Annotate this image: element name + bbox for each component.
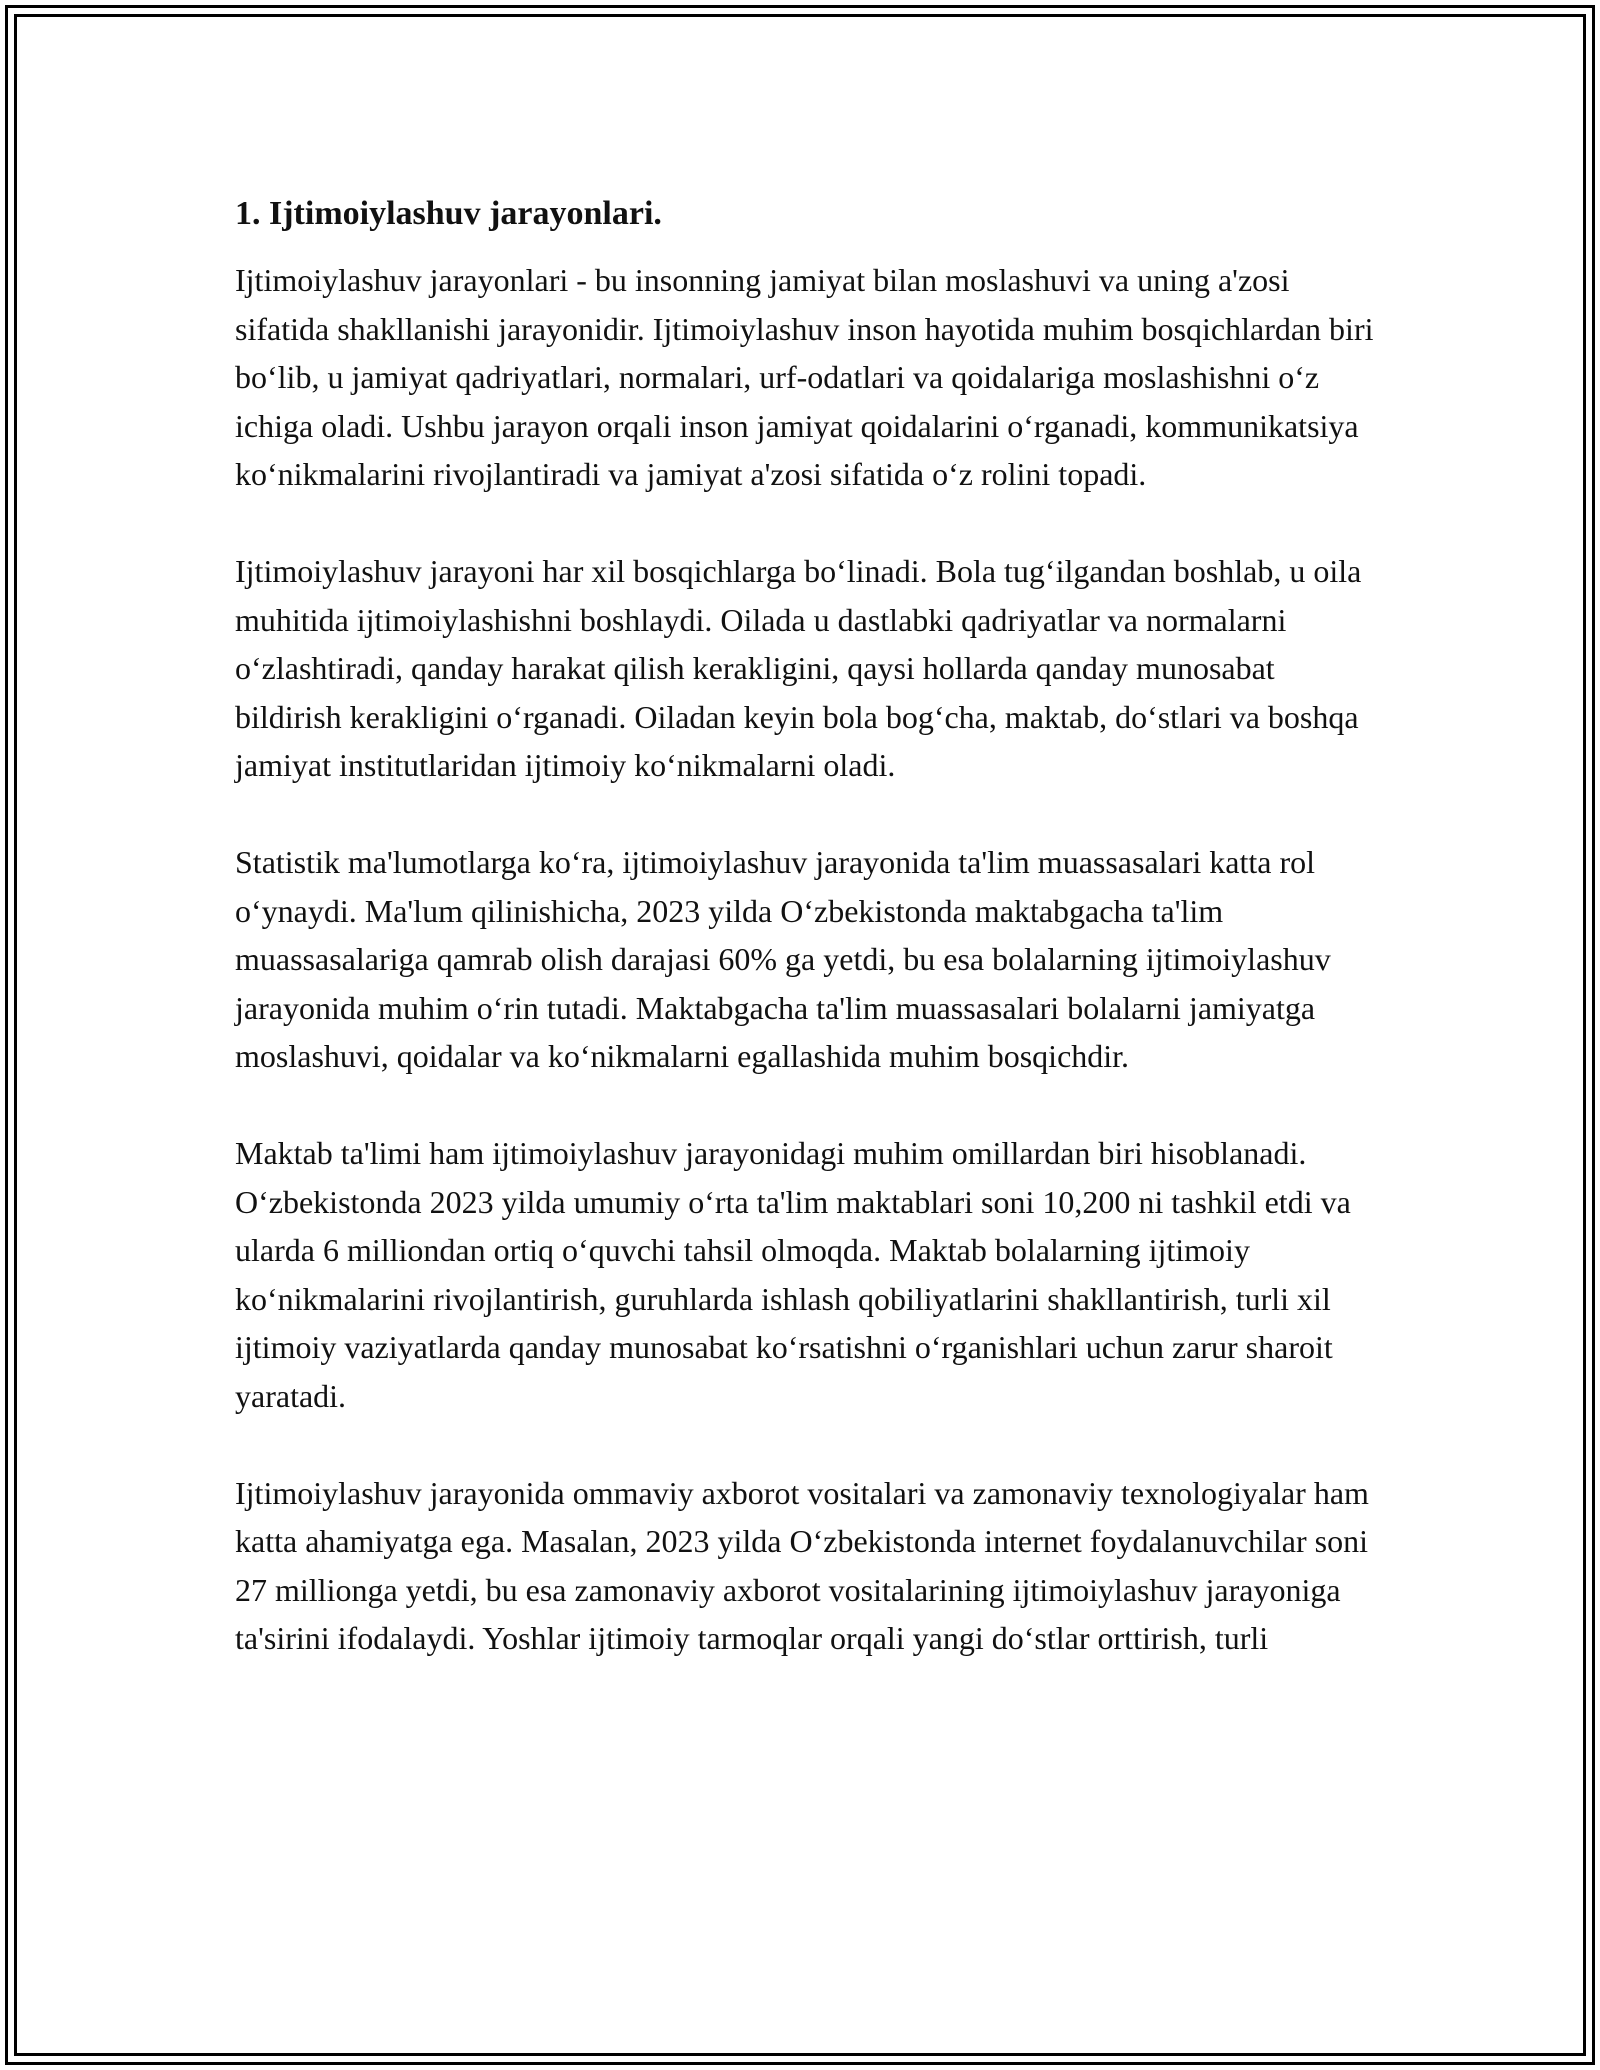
paragraph-3: Statistik ma'lumotlarga ko‘ra, ijtimoiylashuv jarayonida ta'lim muassasalari katta rol o‘ynaydi. Ma'lum qilinishicha, 2023 yilda O‘zbekistonda maktabgacha ta'lim muassasalariga qamrab olish darajasi 60% ga yetdi, bu esa bolalarning ijtimoiylashuv jarayonida muhim o‘rin tutadi. Maktabgacha ta'lim muassasalari bolalarni jamiyatga moslashuvi, qoidalar va ko‘nikmalarni egallashida muhim bosqichdir. xyxy=(235,844,1331,1074)
section-heading: 1. Ijtimoiylashuv jarayonlari. xyxy=(235,195,662,232)
document-body xyxy=(235,190,1375,1711)
paragraph-4: Maktab ta'limi ham ijtimoiylashuv jarayonidagi muhim omillardan biri hisoblanadi. O‘zbekistonda 2023 yilda umumiy o‘rta ta'lim maktablari soni 10,200 ni tashkil etdi va ularda 6 milliondan ortiq o‘quvchi tahsil olmoqda. Maktab bolalarning ijtimoiy ko‘nikmalarini rivojlantirish, guruhlarda ishlash qobiliyatlarini shakllantirish, turli xil ijtimoiy vaziyatlarda qanday munosabat ko‘rsatishni o‘rganishlari uchun zarur sharoit yaratadi. xyxy=(235,1135,1351,1414)
paragraph-5: Ijtimoiylashuv jarayonida ommaviy axborot vositalari va zamonaviy texnologiyalar ham katta ahamiyatga ega. Masalan, 2023 yilda O‘zbekistonda internet foydalanuvchilar soni 27 millionga yetdi, bu esa zamonaviy axborot vositalarining ijtimoiylashuv jarayoniga ta'sirini ifodalaydi. Yoshlar ijtimoiy tarmoqlar orqali yangi do‘stlar orttirish, turli xyxy=(235,1474,1369,1656)
paragraph-2: Ijtimoiylashuv jarayoni har xil bosqichlarga bo‘linadi. Bola tug‘ilgandan boshlab, u oila muhitida ijtimoiylashishni boshlaydi. Oilada u dastlabki qadriyatlar va normalarni o‘zlashtiradi, qanday harakat qilish kerakligini, qaysi hollarda qanday munosabat bildirish kerakligini o‘rganadi. Oiladan keyin bola bog‘cha, maktab, do‘stlari va boshqa jamiyat institutlaridan ijtimoiy ko‘nikmalarni oladi. xyxy=(235,553,1362,783)
paragraph-1: Ijtimoiylashuv jarayonlari - bu insonning jamiyat bilan moslashuvi va uning a'zosi sifatida shakllanishi jarayonidir. Ijtimoiylashuv inson hayotida muhim bosqichlardan biri bo‘lib, u jamiyat qadriyatlari, normalari, urf-odatlari va qoidalariga moslashishni o‘z ichiga oladi. Ushbu jarayon orqali inson jamiyat qoidalarini o‘rganadi, kommunikatsiya ko‘nikmalarini rivojlantiradi va jamiyat a'zosi sifatida o‘z rolini topadi. xyxy=(235,262,1374,492)
